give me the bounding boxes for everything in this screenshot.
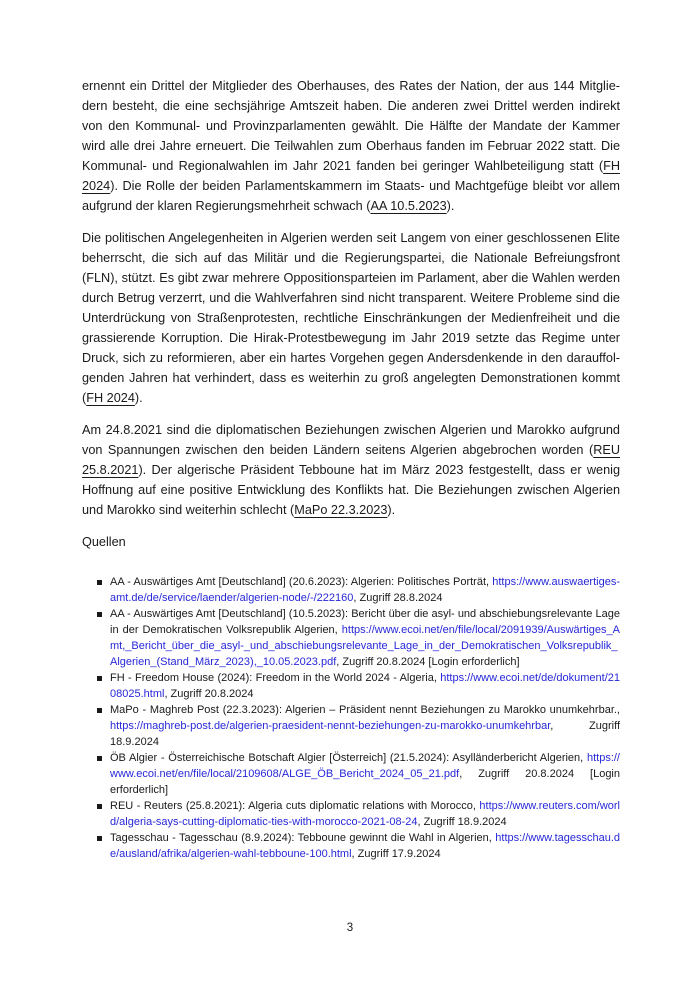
citation-link[interactable]: MaPo 22.3.2023: [294, 503, 388, 517]
text-run: Am 24.8.2021 sind die diplomatischen Beziehungen zwischen Algerien und Marokko aufgrund von Spannungen zwischen den beiden Ländern seitens Algerien abgebrochen worden (: [82, 423, 620, 457]
text-run: FH - Freedom House (2024): Freedom in the World 2024 - Algeria,: [110, 672, 441, 684]
text-run: , Zugriff 18.9.2024: [110, 720, 620, 748]
text-run: ).: [387, 503, 396, 517]
square-bullet-icon: [97, 836, 102, 841]
paragraph: [82, 420, 620, 520]
source-url-link[interactable]: https://www.ecoi.net/en/file/local/2109608/ALGE_ÖB_Bericht_2024_05_21.pdf: [110, 752, 620, 780]
paragraph: [82, 228, 620, 408]
text-run: REU - Reuters (25.8.2021): Algeria cuts diplomatic relations with Morocco,: [110, 800, 480, 812]
sources-heading: Quellen: [82, 535, 126, 549]
citation-link[interactable]: FH 2024: [82, 159, 620, 193]
source-url-link[interactable]: https://www.ecoi.net/de/dokument/2108025.html: [110, 672, 620, 700]
source-item: [110, 750, 620, 798]
text-run: , Zugriff 20.8.2024 [Login erforderlich]: [336, 656, 520, 668]
text-run: ). Der algerische Präsident Tebboune hat im März 2023 festgestellt, dass er wenig Hoffnung auf eine positive Entwicklung des Konflikts hat. Die Beziehungen zwischen Algerien und Marokko sind weiterhin schlecht (: [82, 463, 620, 517]
source-item: [110, 702, 620, 750]
source-url-link[interactable]: https://www.tagesschau.de/ausland/afrika/algerien-wahl-tebboune-100.html: [110, 832, 620, 860]
text-run: ).: [446, 199, 455, 213]
sources-list: [82, 574, 620, 862]
text-run: ). Die Rolle der beiden Parlamentskammern im Staats- und Machtgefüge bleibt vor allem aufgrund der klaren Regierungsmehrheit schwach (: [82, 179, 620, 213]
citation-link[interactable]: FH 2024: [86, 391, 135, 405]
square-bullet-icon: [97, 756, 102, 761]
text-run: ernennt ein Drittel der Mitglieder des Oberhauses, des Rates der Nation, der aus 144 Mitgliedern besteht, die eine sechsjährige Amtszeit haben. Die anderen zwei Drittel werden indirekt von den Kommunal- und Provinzparlamenten gewählt. Die Hälfte der Mandate der Kammer wird alle drei Jahre erneuert. Die Teilwahlen zum Oberhaus fanden im Februar 2022 statt. Die Kommunal- und Regionalwahlen im Jahr 2021 fanden bei geringer Wahlbeteiligung statt (: [82, 79, 620, 173]
source-item: [110, 574, 620, 606]
square-bullet-icon: [97, 612, 102, 617]
source-url-link[interactable]: https://maghreb-post.de/algerien-praesident-nennt-beziehungen-zu-marokko-unumkehrbar: [110, 720, 551, 732]
text-run: , Zugriff 28.8.2024: [353, 592, 443, 604]
text-run: Die politischen Angelegenheiten in Algerien werden seit Langem von einer geschlossenen Elite beherrscht, die sich auf das Militär und die Regierungspartei, die Nationale Befreiungsfront (FLN), stützt. Es gibt zwar mehrere Oppositionsparteien im Parlament, aber die Wahlen werden durch Betrug verzerrt, und die Wahlverfahren sind nicht transparent. Weitere Probleme sind die Unterdrückung von Straßenprotesten, rechtliche Einschränkungen der Medienfreiheit und die grassierende Korruption. Die Hirak-Protestbewegung im Jahr 2019 setzte das Regime unter Druck, sich zu reformieren, aber ein hartes Vorgehen gegen Andersdenkende in den darauffolgenden Jahren hat verhindert, dass es weiterhin zu groß angelegten Demonstrationen kommt (: [82, 231, 620, 405]
source-item: [110, 670, 620, 702]
text-run: ÖB Algier - Österreichische Botschaft Algier [Österreich] (21.5.2024): Asylländerbericht Algerien,: [110, 752, 587, 764]
square-bullet-icon: [97, 676, 102, 681]
source-url-link[interactable]: https://www.reuters.com/world/algeria-says-cutting-diplomatic-ties-with-morocco-2021-08-24: [110, 800, 620, 828]
document-content: [82, 76, 620, 862]
citation-link[interactable]: AA 10.5.2023: [370, 199, 447, 213]
text-run: Tagesschau - Tagesschau (8.9.2024): Tebboune gewinnt die Wahl in Algerien,: [110, 832, 496, 844]
square-bullet-icon: [97, 804, 102, 809]
text-run: , Zugriff 20.8.2024 [Login erforderlich]: [110, 768, 620, 796]
text-run: , Zugriff 18.9.2024: [417, 816, 507, 828]
body-paragraphs: [82, 76, 620, 520]
text-run: AA - Auswärtiges Amt [Deutschland] (20.6.2023): Algerien: Politisches Porträt,: [110, 576, 493, 588]
text-run: MaPo - Maghreb Post (22.3.2023): Algerien – Präsident nennt Beziehungen zu Marokko unumkehrbar.,: [110, 704, 620, 716]
text-run: AA - Auswärtiges Amt [Deutschland] (10.5.2023): Bericht über die asyl- und abschiebungsrelevante Lage in der Demokratischen Volksrepublik Algerien,: [110, 608, 620, 636]
page-number: 3: [346, 922, 354, 934]
square-bullet-icon: [97, 580, 102, 585]
source-item: [110, 798, 620, 830]
source-url-link[interactable]: https://www.auswaertiges-amt.de/de/service/laender/algerien-node/-/222160: [110, 576, 620, 604]
text-run: , Zugriff 17.9.2024: [351, 848, 441, 860]
source-item: [110, 830, 620, 862]
paragraph: [82, 76, 620, 216]
source-item: [110, 606, 620, 670]
square-bullet-icon: [97, 708, 102, 713]
citation-link[interactable]: REU 25.8.2021: [82, 443, 620, 477]
source-url-link[interactable]: https://www.ecoi.net/en/file/local/2091939/Auswärtiges_Amt,_Bericht_über_die_asyl-_und_abschiebungsrelevante_Lage_in_der_Demokratischen_Volksrepublik_Algerien_(Stand_März_2023),_10.05.2023.pdf: [110, 624, 620, 668]
text-run: , Zugriff 20.8.2024: [164, 688, 254, 700]
text-run: ).: [134, 391, 143, 405]
